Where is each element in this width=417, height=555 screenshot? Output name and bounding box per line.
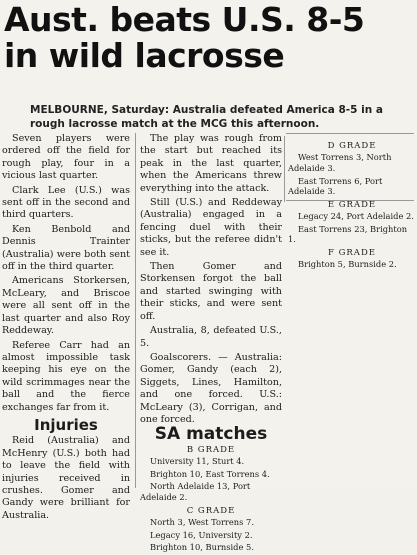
article-paragraph: The play was rough from the start but reached its peak in the last quarter, when the Americans threw everything into the attack. bbox=[140, 133, 282, 194]
headline bbox=[4, 0, 365, 75]
article-paragraph: Australia, 8, defeated U.S., 5. bbox=[140, 325, 282, 349]
article-paragraph: Then Gomer and Storkensen forgot the ball and started swinging with their sticks, and were sent off. bbox=[140, 261, 282, 322]
injuries-subhead: Injuries bbox=[34, 415, 98, 434]
article-paragraph: Seven players were ordered off the field for rough play, four in a vicious last quarter. bbox=[2, 133, 130, 182]
match-result: Brighton 10, East Torrens 4. bbox=[150, 468, 270, 479]
column-divider bbox=[284, 136, 285, 202]
article-paragraph: Still (U.S.) and Reddeway (Australia) engaged in a fencing duel with their sticks, but the referee didn't see it. bbox=[140, 197, 282, 258]
article-paragraph: Ken Benbold and Dennis Trainter (Australia) were both sent off in the third quarter. bbox=[2, 223, 130, 273]
article-column-2 bbox=[140, 133, 282, 555]
article-paragraph: Reid (Australia) and McHenry (U.S.) both had to leave the field with injuries received in crushes. Gomer and Gandy were brilliant for Australia. bbox=[2, 435, 130, 521]
grade-title: C GRADE bbox=[186, 505, 236, 516]
grade-title: D GRADE bbox=[327, 141, 377, 151]
match-result: East Torrens 23, Brighton 1. bbox=[288, 223, 408, 245]
article-paragraph: Goalscorers. — Australia: Gomer, Gandy (each 2), Siggets, Lines, Hamilton, and one forced. U.S.: McLeary (3), Corrigan, and one forced. bbox=[140, 351, 282, 425]
grade-title: F GRADE bbox=[328, 247, 376, 258]
match-result: East Torrens 6, Port Adelaide 3. bbox=[288, 175, 383, 197]
match-result: Brighton 10, Burnside 5. bbox=[150, 542, 254, 553]
article-paragraph: Americans Storkersen, McLeary, and Briscoe were all sent off in the last quarter and also Roy Reddeway. bbox=[2, 275, 130, 337]
results-box bbox=[288, 138, 416, 272]
match-result: Brighton 5, Burnside 2. bbox=[298, 259, 397, 270]
grade-title: E GRADE bbox=[327, 199, 377, 210]
match-result: North 3, West Torrens 7. bbox=[150, 516, 254, 527]
match-result: North Adelaide 13, Port Adelaide 2. bbox=[140, 481, 251, 502]
match-result: West Torrens 3, North Adelaide 3. bbox=[288, 152, 392, 173]
article-paragraph: Referee Carr had an almost impossible task keeping his eye on the wild scrimmages near the ball and the fierce exchanges far from it. bbox=[2, 339, 130, 413]
match-result: Legacy 24, Port Adelaide 2. bbox=[298, 211, 414, 222]
match-result: University 11, Sturt 4. bbox=[150, 456, 245, 467]
article-paragraph: Clark Lee (U.S.) was sent off in the second and third quarters. bbox=[2, 184, 130, 221]
headline-line-1: Aust. beats U.S. 8-5 bbox=[4, 0, 365, 39]
grade-title: B GRADE bbox=[186, 444, 236, 455]
headline-line-2: in wild lacrosse bbox=[4, 36, 285, 75]
match-result: Legacy 16, University 2. bbox=[150, 529, 253, 540]
column-divider bbox=[135, 133, 136, 488]
sa-matches-heading: SA matches bbox=[154, 424, 268, 445]
article-column-1 bbox=[2, 133, 130, 524]
box-top-rule bbox=[286, 133, 414, 134]
lead-paragraph: MELBOURNE, Saturday: Australia defeated America 8-5 in a rough lacrosse match at the MCG this afternoon. bbox=[30, 104, 383, 130]
